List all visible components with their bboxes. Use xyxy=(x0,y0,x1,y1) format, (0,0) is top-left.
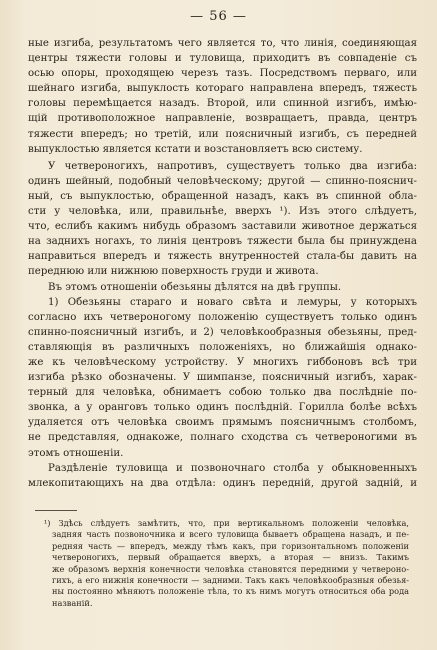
footnote-divider xyxy=(35,510,77,511)
text-line: согласно ихъ четвероногому положенію существуетъ только одинъ xyxy=(28,311,417,323)
footnote-line: ¹) Здѣсь слѣдуетъ замѣтить, что, при вертикальномъ положеніи человѣка, xyxy=(44,518,409,528)
text-line: ставляющія въ различныхъ положеніяхъ, но ближайшія однако- xyxy=(28,341,417,353)
text-line: млекопитающихъ на два отдѣла: одинъ передній, другой задній, и xyxy=(28,477,417,489)
page-number: — 56 — xyxy=(190,9,247,24)
text-line: центры тяжести головы и туловища, приходитъ въ совпаденіе съ xyxy=(28,53,417,65)
text-line: что, еслибъ какимъ нибудь образомъ заставили животное держаться xyxy=(28,221,417,233)
text-line: осью опоры, проходящею черезъ тазъ. Посредствомъ перваго, или xyxy=(28,68,417,80)
text-line: терный для человѣка, обнимаетъ собою только два послѣдніе по- xyxy=(28,387,417,399)
footnote-line: же образомъ верхнія конечности человѣка становятся передними у четвероно- xyxy=(52,563,409,574)
text-line: ный, съ выпуклостью, обращенной назадъ, какъ въ спинной обла- xyxy=(28,190,417,202)
footnote-line: ны постоянно мѣняютъ положеніе тѣла, то къ нимъ могутъ относиться оба рода xyxy=(52,586,409,597)
footnote-line: гихъ, а его нижнія конечности — задними. Такъ какъ человѣкообразныя обезья- xyxy=(52,574,409,585)
main-text xyxy=(28,36,417,491)
footnote-line: редняя часть — впередъ, между тѣмъ какъ, при горизонтальномъ положеніи xyxy=(52,540,409,551)
text-line: удаляется отъ человѣка своимъ прямымъ поясничнымъ столбомъ, xyxy=(28,417,417,429)
text-line: же къ человѣческому устройству. У многихъ гиббоновъ всѣ три xyxy=(28,356,417,368)
text-line: изгиба рѣзко обозначены. У шимпанзе, поясничный изгибъ, харак- xyxy=(28,372,417,384)
text-line: 1) Обезьяны стараго и новаго свѣта и лемуры, у которыхъ xyxy=(48,296,417,308)
text-line: звонка, а у оранговъ только одинъ послѣдній. Горилла болѣе всѣхъ xyxy=(28,402,417,414)
text-line: этомъ отношеніи. xyxy=(28,447,124,459)
footnote-line: задняя часть позвоночника и всего туловища бываетъ обращена назадъ, и пе- xyxy=(52,529,409,540)
footnote-line: четвероногихъ, первый обращается вверхъ, а вторая — внизъ. Такимъ xyxy=(52,552,409,563)
text-line: не представляя, однакоже, полнаго сходства съ четвероногими въ xyxy=(28,432,417,444)
text-line: переднюю или нижнюю поверхность груди и живота. xyxy=(28,266,319,278)
text-line: спинно-поясничный изгибъ, и 2) человѣкообразныя обезьяны, пред- xyxy=(28,326,417,338)
text-line: Въ этомъ отношеніи обезьяны дѣлятся на двѣ группы. xyxy=(48,281,342,293)
text-line: сти у человѣка, или, правильнѣе, вверхъ ¹). Изъ этого слѣдуетъ, xyxy=(28,206,417,218)
text-line: У четвероногихъ, напротивъ, существуетъ только два изгиба: xyxy=(48,160,417,172)
text-line: тяжести впередъ; но третій, или поясничный изгибъ, съ передней xyxy=(28,128,417,140)
text-line: выпуклостью является кстати и возстановляетъ всю систему. xyxy=(28,143,363,155)
footnote xyxy=(44,518,409,609)
text-line: Раздѣленіе туловища и позвоночнаго столба у обыкновенныхъ xyxy=(48,462,417,474)
text-line: одинъ шейный, подобный человѣческому; другой — спинно-пояснич- xyxy=(28,175,417,187)
text-line: направиться впередъ и тяжесть внутренностей стала-бы давить на xyxy=(28,251,417,263)
text-line: ные изгиба, результатомъ чего является то, что линія, соединяющая xyxy=(28,38,417,49)
text-line: шейнаго изгиба, выпуклость котораго направлена впередъ, тяжесть xyxy=(28,83,417,95)
text-line: головы перемѣщается назадъ. Второй, или спинной изгибъ, имѣю- xyxy=(28,98,417,110)
text-line: щій противоположное направленіе, возвращаетъ, правда, центръ xyxy=(28,113,417,125)
text-line: на заднихъ ногахъ, то линія центровъ тяжести была бы принуждена xyxy=(28,236,417,248)
footnote-line: названій. xyxy=(52,597,93,608)
